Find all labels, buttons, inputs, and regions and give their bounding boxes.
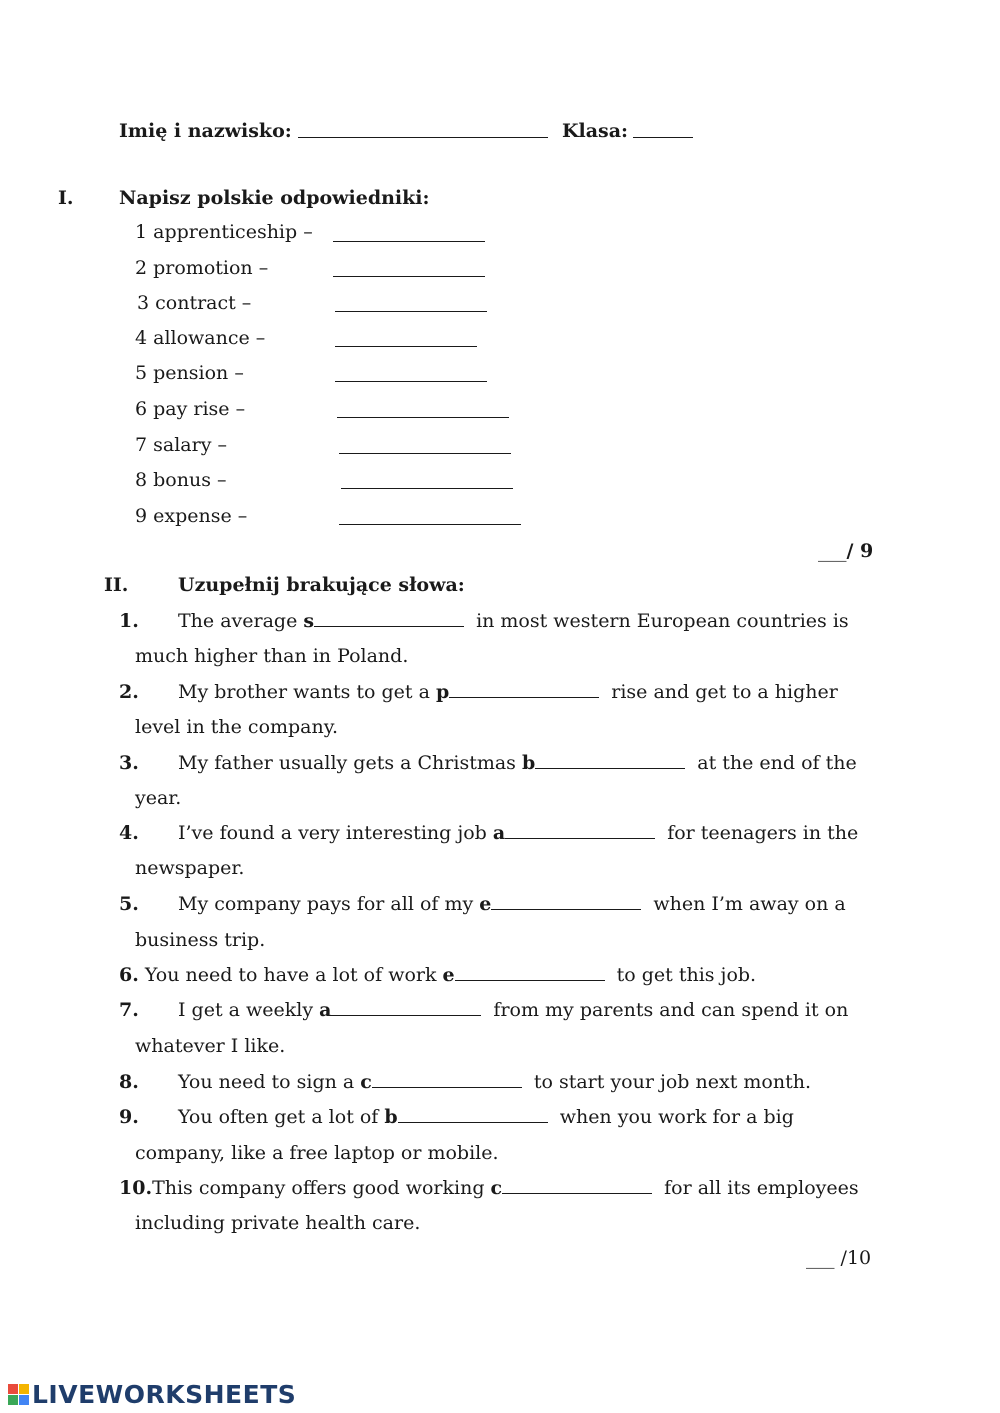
vocab-answer-field[interactable] xyxy=(335,311,487,312)
section-2-title: Uzupełnij brakujące słowa: xyxy=(178,574,465,596)
gap-answer-field[interactable] xyxy=(535,754,685,769)
vocab-item: 7 salary – xyxy=(135,434,227,456)
question-number: 5. xyxy=(119,893,139,915)
gap-answer-field[interactable] xyxy=(505,824,655,839)
vocab-answer-field[interactable] xyxy=(333,241,485,242)
class-field[interactable] xyxy=(633,137,693,138)
question-text: My brother wants to get a p rise and get to a higher xyxy=(178,681,838,703)
question-text: My father usually gets a Christmas b at the end of the xyxy=(178,752,857,774)
section-2-score xyxy=(806,1247,871,1269)
question-continuation: level in the company. xyxy=(135,716,338,738)
vocab-answer-field[interactable] xyxy=(337,417,509,418)
question-text: You often get a lot of b when you work for a big xyxy=(178,1106,794,1128)
question-number: 10. xyxy=(119,1177,153,1199)
gap-answer-field[interactable] xyxy=(398,1108,548,1123)
gap-answer-field[interactable] xyxy=(502,1179,652,1194)
vocab-answer-field[interactable] xyxy=(335,346,477,347)
question-text: 6. You need to have a lot of work e to get this job. xyxy=(119,964,757,986)
question-continuation: business trip. xyxy=(135,929,266,951)
question-continuation: much higher than in Poland. xyxy=(135,645,409,667)
vocab-answer-field[interactable] xyxy=(339,524,521,525)
question-number: 4. xyxy=(119,822,139,844)
gap-answer-field[interactable] xyxy=(449,683,599,698)
vocab-item: 2 promotion – xyxy=(135,257,269,279)
score-blank[interactable]: ___ xyxy=(806,1247,835,1269)
question-text: You need to sign a c to start your job next month. xyxy=(178,1071,811,1093)
vocab-item: 6 pay rise – xyxy=(135,398,246,420)
gap-answer-field[interactable] xyxy=(331,1001,481,1016)
section-1-numeral: I. xyxy=(58,187,74,209)
question-text: My company pays for all of my e when I’m away on a xyxy=(178,893,846,915)
vocab-item: 3 contract – xyxy=(137,292,252,314)
score-total: /10 xyxy=(840,1247,872,1269)
question-continuation: company, like a free laptop or mobile. xyxy=(135,1142,499,1164)
question-number: 3. xyxy=(119,752,139,774)
question-continuation: year. xyxy=(135,787,182,809)
vocab-item: 9 expense – xyxy=(135,505,248,527)
vocab-answer-field[interactable] xyxy=(335,381,487,382)
question-text: 10.This company offers good working c for all its employees xyxy=(119,1177,859,1199)
question-continuation: whatever I like. xyxy=(135,1035,286,1057)
gap-answer-field[interactable] xyxy=(455,966,605,981)
question-text: The average s in most western European countries is xyxy=(178,610,849,632)
liveworksheets-logo xyxy=(8,1380,296,1409)
vocab-answer-field[interactable] xyxy=(333,276,485,277)
score-total: / 9 xyxy=(846,540,874,562)
name-field[interactable] xyxy=(298,137,548,138)
vocab-item: 5 pension – xyxy=(135,362,244,384)
question-text: I’ve found a very interesting job a for teenagers in the xyxy=(178,822,859,844)
question-number: 6. xyxy=(119,964,139,986)
gap-answer-field[interactable] xyxy=(314,612,464,627)
section-1-title: Napisz polskie odpowiedniki: xyxy=(119,187,430,209)
question-continuation: newspaper. xyxy=(135,857,245,879)
vocab-answer-field[interactable] xyxy=(339,453,511,454)
question-number: 7. xyxy=(119,999,139,1021)
gap-answer-field[interactable] xyxy=(372,1073,522,1088)
vocab-item: 8 bonus – xyxy=(135,469,227,491)
vocab-item: 1 apprenticeship – xyxy=(135,221,313,243)
question-number: 9. xyxy=(119,1106,139,1128)
score-blank[interactable]: ___ xyxy=(818,540,847,562)
logo-grid-icon xyxy=(8,1384,29,1405)
logo-text: LIVEWORKSHEETS xyxy=(32,1380,297,1409)
vocab-answer-field[interactable] xyxy=(341,488,513,489)
section-1-score xyxy=(818,540,873,562)
question-number: 1. xyxy=(119,610,139,632)
vocab-item: 4 allowance – xyxy=(135,327,266,349)
question-number: 2. xyxy=(119,681,139,703)
question-text: I get a weekly a from my parents and can spend it on xyxy=(178,999,849,1021)
section-2-numeral: II. xyxy=(104,574,129,596)
name-label: Imię i nazwisko: xyxy=(119,120,292,142)
question-continuation: including private health care. xyxy=(135,1212,421,1234)
question-number: 8. xyxy=(119,1071,139,1093)
gap-answer-field[interactable] xyxy=(491,895,641,910)
class-label: Klasa: xyxy=(562,120,629,142)
